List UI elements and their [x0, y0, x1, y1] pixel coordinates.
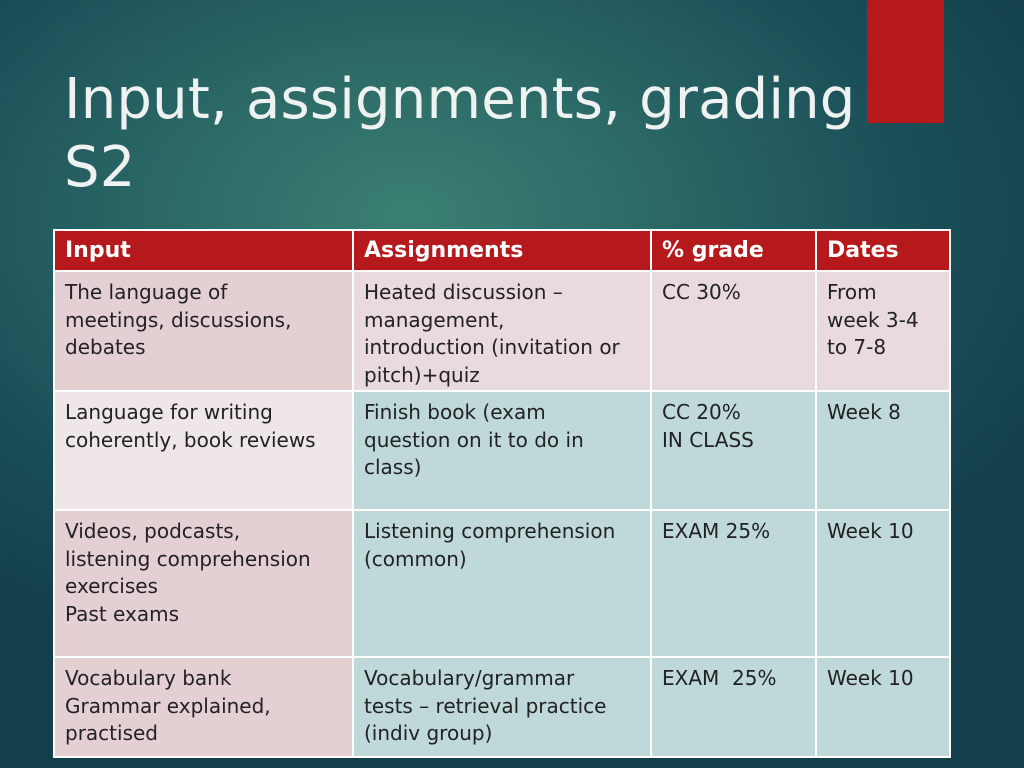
cell-assignments — [353, 391, 651, 510]
cell-text: Past exams — [65, 601, 179, 626]
accent-block — [867, 0, 944, 123]
cell-assignments — [353, 510, 651, 657]
header-dates: Dates — [816, 230, 950, 271]
slide-title-line-2: S2 — [64, 135, 136, 200]
cell-input — [54, 271, 353, 391]
cell-text: Week 8 — [827, 400, 901, 424]
table-row — [54, 510, 950, 657]
cell-text: exercises — [65, 574, 158, 598]
cell-dates — [816, 271, 950, 391]
header-assignments: Assignments — [353, 230, 651, 271]
cell-text: From — [827, 280, 877, 304]
cell-text: EXAM 25% — [662, 666, 777, 690]
cell-text: debates — [65, 335, 146, 359]
cell-text: EXAM 25% — [662, 519, 771, 543]
cell-text: Finish book (exam — [364, 400, 546, 424]
grading-table — [53, 229, 951, 758]
cell-assignments — [353, 657, 651, 757]
cell-dates — [816, 657, 950, 757]
cell-grade — [651, 510, 816, 657]
slide-title — [64, 66, 864, 202]
cell-text: Language for writing — [65, 400, 273, 424]
cell-text: week 3-4 — [827, 307, 919, 332]
cell-text: Listening comprehension — [364, 519, 616, 543]
cell-text: listening comprehension — [65, 546, 311, 571]
cell-text: CC 30% — [662, 280, 741, 304]
cell-text: (common) — [364, 546, 467, 571]
header-input: Input — [54, 230, 353, 271]
cell-assignments — [353, 271, 651, 391]
cell-grade — [651, 271, 816, 391]
cell-input — [54, 657, 353, 757]
cell-text: Grammar explained, — [65, 693, 271, 718]
cell-text: Week 10 — [827, 519, 914, 543]
table-row — [54, 271, 950, 391]
cell-text: Week 10 — [827, 666, 914, 690]
table-header-row — [54, 230, 950, 271]
cell-text: meetings, discussions, — [65, 307, 292, 332]
cell-grade — [651, 391, 816, 510]
table-row — [54, 657, 950, 757]
cell-text: tests – retrieval practice — [364, 693, 607, 718]
cell-text: practised — [65, 721, 158, 745]
cell-text: coherently, book reviews — [65, 427, 316, 452]
cell-text: class) — [364, 455, 422, 479]
cell-text: question on it to do in — [364, 427, 584, 452]
cell-dates — [816, 391, 950, 510]
cell-text: Vocabulary bank — [65, 666, 232, 690]
cell-text: CC 20% — [662, 400, 741, 424]
cell-text: IN CLASS — [662, 427, 754, 452]
cell-text: Videos, podcasts, — [65, 519, 241, 543]
cell-text: to 7-8 — [827, 335, 887, 359]
header-grade: % grade — [651, 230, 816, 271]
cell-text: management, — [364, 307, 505, 332]
slide-title-line-1: Input, assignments, grading — [64, 67, 856, 132]
cell-dates — [816, 510, 950, 657]
cell-text: The language of — [65, 280, 228, 304]
cell-text: (indiv group) — [364, 721, 493, 745]
table-row — [54, 391, 950, 510]
cell-grade — [651, 657, 816, 757]
cell-text: introduction (invitation or — [364, 335, 620, 359]
cell-input — [54, 510, 353, 657]
cell-text: pitch)+quiz — [364, 362, 480, 387]
cell-input — [54, 391, 353, 510]
cell-text: Vocabulary/grammar — [364, 666, 575, 690]
cell-text: Heated discussion – — [364, 280, 563, 304]
